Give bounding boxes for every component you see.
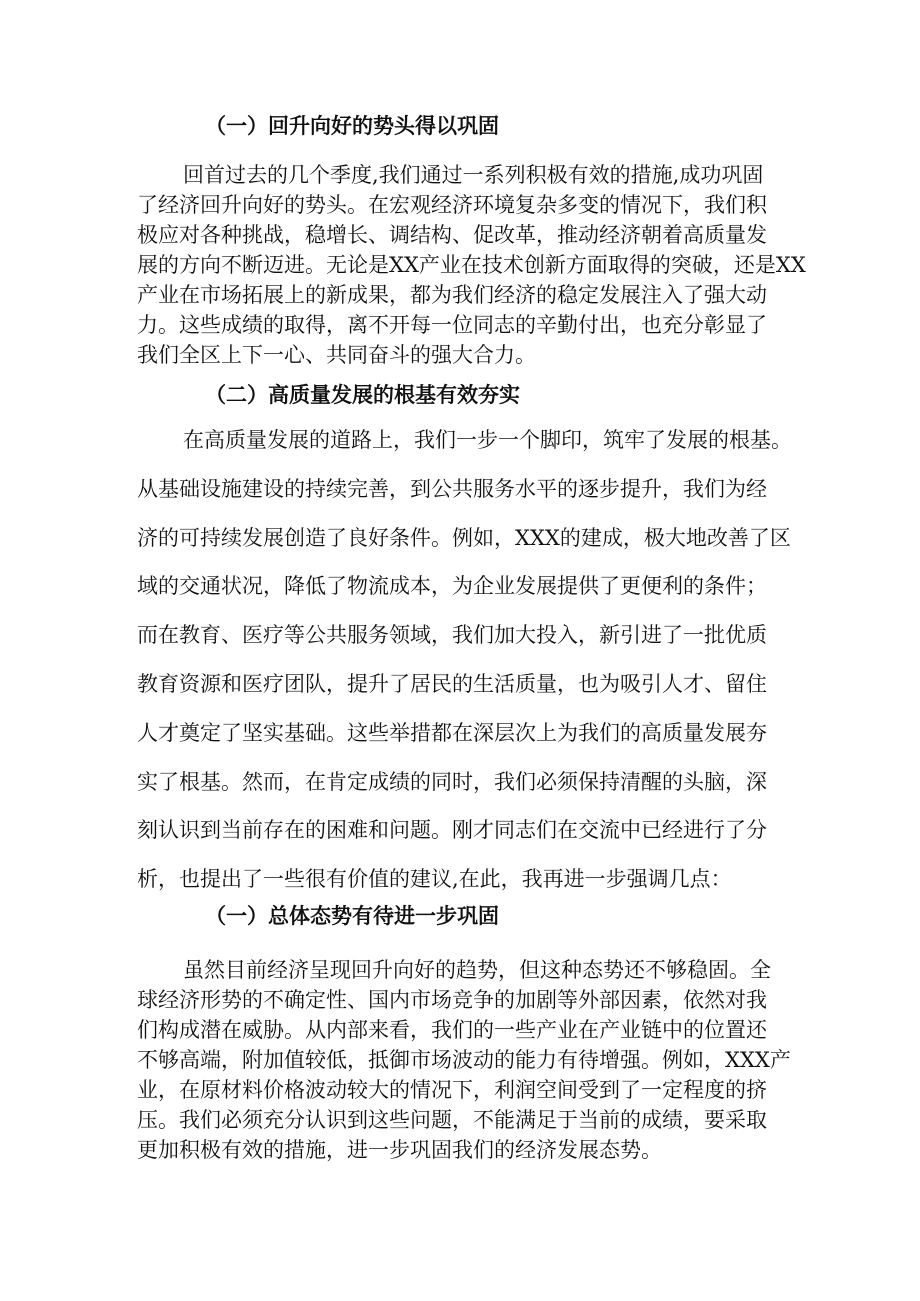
paragraph-line: 析，也提出了一些很有价值的建议,在此，我再进一步强调几点： xyxy=(137,867,732,892)
paragraph xyxy=(137,160,806,370)
paragraph-line: 极应对各种挑战，稳增长、调结构、促改革，推动经济朝着高质量发 xyxy=(137,223,767,247)
paragraph-line: 更加积极有效的措施，进一步巩固我们的经济发展态势。 xyxy=(137,1138,662,1162)
paragraph-line: 人才奠定了坚实基础。这些举措都在深层次上为我们的高质量发展夯 xyxy=(137,720,767,745)
paragraph-line: 而在教育、医疗等公共服务领域，我们加大投入，新引进了一批优质 xyxy=(137,623,767,648)
paragraph-line: 了经济回升向好的势头。在宏观经济环境复杂多变的情况下，我们积 xyxy=(137,193,767,217)
paragraph-line: 压。我们必须充分认识到这些问题，不能满足于当前的成绩，要采取 xyxy=(137,1108,767,1132)
section-heading: （一）回升向好的势头得以巩固 xyxy=(205,114,499,138)
paragraph-line: 力。这些成绩的取得，离不开每一位同志的辛勤付出，也充分彰显了 xyxy=(137,313,767,337)
paragraph-line: 济的可持续发展创造了良好条件。例如，XXX的建成，极大地改善了区 xyxy=(137,525,791,550)
section-heading: （一）总体态势有待进一步巩固 xyxy=(205,904,499,928)
paragraph-line: 回首过去的几个季度,我们通过一系列积极有效的措施,成功巩固 xyxy=(183,163,764,187)
paragraph-line: 域的交通状况，降低了物流成本，为企业发展提供了更便利的条件； xyxy=(137,574,767,599)
paragraph-line: 产业在市场拓展上的新成果，都为我们经济的稳定发展注入了强大动 xyxy=(137,283,767,307)
paragraph-line: 实了根基。然而，在肯定成绩的同时，我们必须保持清醒的头脑，深 xyxy=(137,769,767,794)
paragraph-line: 业，在原材料价格波动较大的情况下，利润空间受到了一定程度的挤 xyxy=(137,1078,767,1102)
paragraph-line: 刻认识到当前存在的困难和问题。刚才同志们在交流中已经进行了分 xyxy=(137,818,767,843)
paragraph-line: 从基础设施建设的持续完善，到公共服务水平的逐步提升，我们为经 xyxy=(137,476,767,501)
paragraph-line: 球经济形势的不确定性、国内市场竞争的加剧等外部因素，依然对我 xyxy=(137,988,767,1012)
paragraph xyxy=(137,425,797,913)
paragraph-line: 教育资源和医疗团队，提升了居民的生活质量，也为吸引人才、留住 xyxy=(137,671,767,696)
paragraph-line: 虽然目前经济呈现回升向好的趋势，但这种态势还不够稳固。全 xyxy=(183,958,771,982)
paragraph-line: 在高质量发展的道路上，我们一步一个脚印，筑牢了发展的根基。 xyxy=(183,428,792,452)
paragraph-line: 们构成潜在威胁。从内部来看，我们的一些产业在产业链中的位置还 xyxy=(137,1018,767,1042)
paragraph-line: 展的方向不断迈进。无论是XX产业在技术创新方面取得的突破，还是XX xyxy=(137,253,806,277)
paragraph xyxy=(137,955,797,1165)
paragraph-line: 不够高端，附加值较低，抵御市场波动的能力有待增强。例如，XXX产 xyxy=(137,1048,791,1072)
paragraph-line: 我们全区上下一心、共同奋斗的强大合力。 xyxy=(137,343,536,367)
section-heading: （二）高质量发展的根基有效夯实 xyxy=(205,383,520,407)
